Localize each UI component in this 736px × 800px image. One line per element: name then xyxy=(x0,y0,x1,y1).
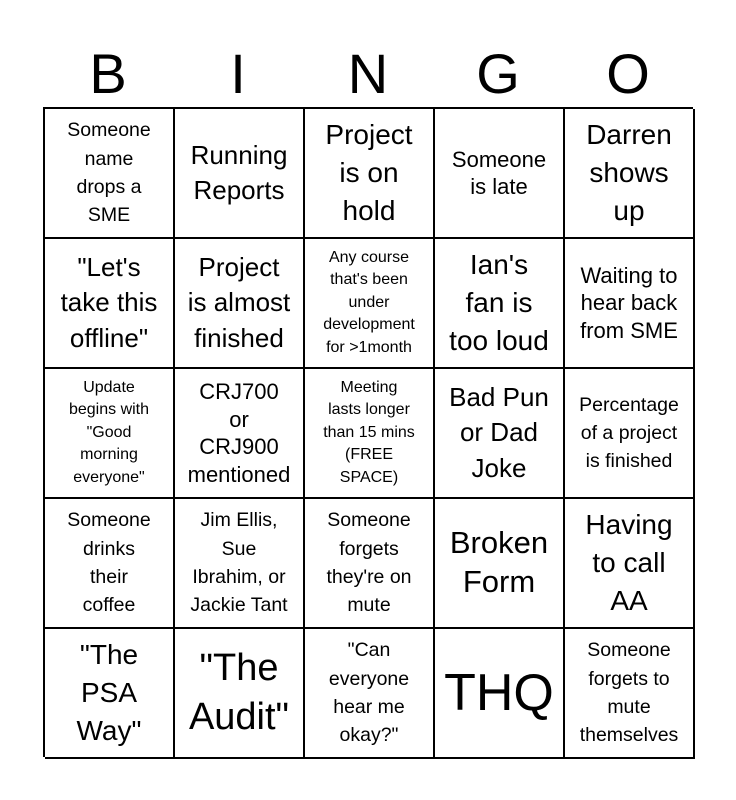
bingo-cell-3-4[interactable]: Bad Pun or Dad Joke xyxy=(435,369,565,499)
bingo-cell-5-2[interactable]: "The Audit" xyxy=(175,629,305,759)
header-letter-o: O xyxy=(606,42,650,105)
header-letter-n: N xyxy=(347,42,389,105)
bingo-cell-5-3[interactable]: "Can everyone hear me okay?" xyxy=(305,629,435,759)
bingo-cell-4-4[interactable]: Broken Form xyxy=(435,499,565,629)
bingo-header xyxy=(43,40,693,108)
bingo-cell-1-2[interactable]: Running Reports xyxy=(175,109,305,239)
bingo-cell-2-5[interactable]: Waiting to hear back from SME xyxy=(565,239,695,369)
bingo-cell-4-1[interactable]: Someone drinks their coffee xyxy=(45,499,175,629)
bingo-cell-3-5[interactable]: Percentage of a project is finished xyxy=(565,369,695,499)
bingo-cell-1-5[interactable]: Darren shows up xyxy=(565,109,695,239)
bingo-cell-4-2[interactable]: Jim Ellis, Sue Ibrahim, or Jackie Tant xyxy=(175,499,305,629)
bingo-board xyxy=(43,107,693,757)
bingo-cell-4-3[interactable]: Someone forgets they're on mute xyxy=(305,499,435,629)
bingo-cell-5-1[interactable]: "The PSA Way" xyxy=(45,629,175,759)
bingo-cell-2-2[interactable]: Project is almost finished xyxy=(175,239,305,369)
bingo-cell-2-4[interactable]: Ian's fan is too loud xyxy=(435,239,565,369)
header-letter-b: B xyxy=(89,42,127,105)
bingo-cell-1-4[interactable]: Someone is late xyxy=(435,109,565,239)
bingo-cell-5-4[interactable]: THQ xyxy=(435,629,565,759)
header-letter-g: G xyxy=(476,42,520,105)
bingo-cell-5-5[interactable]: Someone forgets to mute themselves xyxy=(565,629,695,759)
bingo-cell-2-3[interactable]: Any course that's been under development for >1month xyxy=(305,239,435,369)
bingo-cell-3-1[interactable]: Update begins with "Good morning everyone" xyxy=(45,369,175,499)
bingo-cell-3-2[interactable]: CRJ700 or CRJ900 mentioned xyxy=(175,369,305,499)
header-letter-i: I xyxy=(230,42,246,105)
bingo-cell-1-1[interactable]: Someone name drops a SME xyxy=(45,109,175,239)
bingo-cell-2-1[interactable]: "Let's take this offline" xyxy=(45,239,175,369)
bingo-cell-1-3[interactable]: Project is on hold xyxy=(305,109,435,239)
bingo-cell-4-5[interactable]: Having to call AA xyxy=(565,499,695,629)
bingo-cell-3-3[interactable]: Meeting lasts longer than 15 mins (FREE SPACE) xyxy=(305,369,435,499)
